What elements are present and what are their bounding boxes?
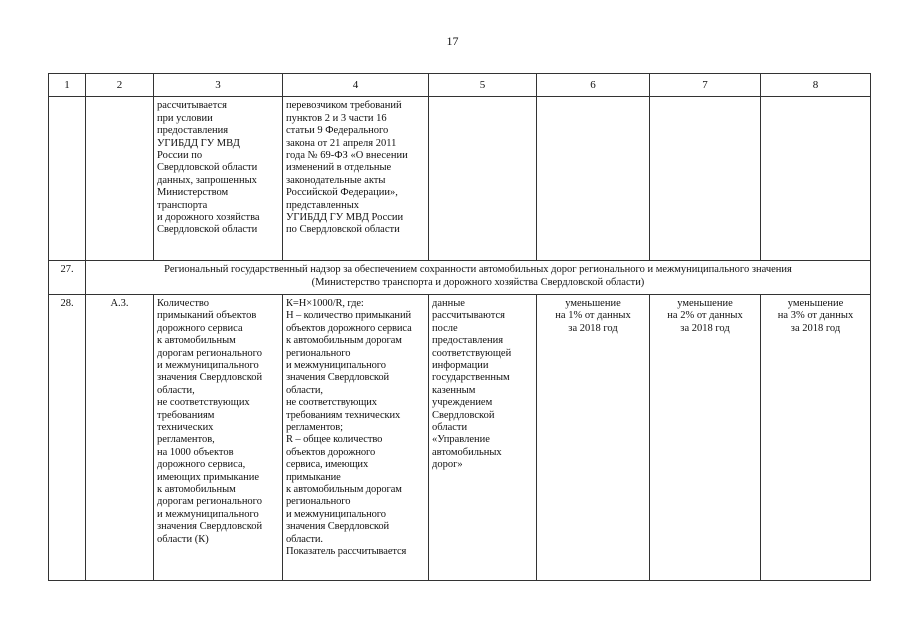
cell-text-line: примыкание — [286, 471, 341, 483]
cell-text-line: не соответствующих — [286, 397, 377, 409]
cell-text-line: требованиям технических — [286, 409, 401, 421]
cell-text-line: предоставления — [432, 335, 504, 347]
cell-text-line: УГИБДД ГУ МВД России — [286, 212, 404, 224]
cell-text-line: регламентов, — [157, 434, 215, 446]
cell-text-line: Министерством — [157, 187, 229, 199]
cell-text-line: К=Н×1000/R, где: — [286, 297, 364, 309]
cell-text-line: дорогам регионального — [157, 347, 262, 359]
cell-text-line: области — [432, 421, 468, 433]
cell-text-line: на 3% от данных — [777, 310, 854, 322]
cell-text-line: R – общее количество — [286, 434, 383, 446]
cell-text-line: и межмуниципального — [157, 359, 259, 371]
cell-text-line: значения Свердловской — [286, 521, 390, 533]
cell-text-line: по Свердловской области — [286, 224, 400, 236]
cell-text-line: регионального — [286, 347, 351, 359]
cell-text-line: России по — [157, 150, 203, 162]
cell-text-line: к автомобильным дорогам — [286, 335, 402, 347]
cell-text-line: к автомобильным дорогам — [286, 484, 402, 495]
cell-text-line: информации — [432, 359, 489, 371]
cell-text-line: технических — [157, 421, 214, 433]
cell-text-line: Н – количество примыканий — [286, 310, 411, 322]
cell-text-line: примыканий объектов — [157, 310, 257, 322]
data-source-cell — [429, 294, 537, 580]
column-header: 8 — [761, 74, 871, 97]
column-header: 1 — [49, 74, 86, 97]
cell-text-line: за 2018 год — [568, 322, 618, 334]
cell-text-line: транспорта — [157, 199, 208, 211]
cell-text-line: закона от 21 апреля 2011 — [286, 137, 397, 149]
cell-text-line: данные — [432, 297, 465, 309]
cell-text-line: казенным — [432, 384, 476, 396]
cell-text-line: представленных — [286, 199, 360, 211]
cell-text-line: при условии — [157, 112, 213, 124]
cell-text-line: и межмуниципального — [157, 508, 259, 520]
cell-text-line: и межмуниципального — [286, 359, 386, 371]
cell-text-line: области, — [157, 384, 195, 396]
page-number: 17 — [446, 34, 459, 48]
cell-text-line: Свердловской — [432, 409, 495, 421]
empty-cell — [650, 97, 761, 261]
column-header: 5 — [429, 74, 537, 97]
target-value-cell — [537, 294, 650, 580]
section-row — [49, 261, 871, 295]
empty-cell — [537, 97, 650, 261]
cell-text-line: уменьшение — [677, 297, 733, 309]
cell-text-line: данных, запрошенных — [157, 174, 257, 186]
cell-text-line: на 1000 объектов — [157, 446, 234, 458]
cell-text-line: Свердловской области — [157, 162, 258, 174]
cell-text-line: учреждением — [432, 397, 493, 409]
cell-text-line: регламентов; — [286, 421, 343, 433]
indicator-row — [49, 294, 871, 580]
data-source-cell — [283, 97, 429, 261]
cell-text-line: объектов дорожного — [286, 446, 376, 458]
cell-text-line: уменьшение — [787, 297, 844, 309]
cell-text-line: к автомобильным — [157, 484, 236, 495]
indicator-name-cell — [154, 294, 283, 580]
column-number-row — [49, 74, 871, 97]
column-header: 3 — [154, 74, 283, 97]
section-title — [86, 261, 871, 295]
cell-text-line: имеющих примыкание — [157, 471, 260, 483]
indicator-code: А.3. — [86, 294, 154, 580]
cell-text-line: не соответствующих — [157, 397, 250, 409]
indicator-table — [48, 73, 871, 581]
cell-text-line: статьи 9 Федерального — [286, 125, 389, 137]
cell-text-line: значения Свердловской — [286, 372, 390, 384]
cell-text-line: регионального — [286, 496, 351, 508]
cell-text-line: пунктов 2 и 3 части 16 — [286, 112, 387, 124]
cell-text-line: изменений в отдельные — [286, 162, 392, 174]
cell-text-line: сервиса, имеющих — [286, 459, 369, 471]
cell-text-line: после — [432, 322, 458, 334]
cell-text-line: «Управление — [432, 434, 490, 446]
cell-text-line: предоставления — [157, 125, 229, 137]
calculation-condition-cell — [154, 97, 283, 261]
cell-text-line: за 2018 год — [790, 322, 841, 334]
cell-text-line: соответствующей — [432, 347, 512, 359]
cell-text-line: Показатель рассчитывается — [286, 546, 407, 558]
cell-text-line: области, — [286, 384, 323, 396]
cell-text-line: рассчитывается — [157, 100, 227, 112]
empty-cell — [86, 97, 154, 261]
cell-text-line: дорожного сервиса — [157, 322, 243, 334]
cell-text-line: области. — [286, 533, 323, 545]
target-value-cell — [650, 294, 761, 580]
target-value-cell — [761, 294, 871, 580]
section-subtitle-line: (Министерство транспорта и дорожного хозяйства Свердловской области) — [311, 276, 645, 288]
cell-text-line: Свердловской области — [157, 224, 258, 236]
column-header: 4 — [283, 74, 429, 97]
cell-text-line: и межмуниципального — [286, 508, 386, 520]
cell-text-line: рассчитываются — [432, 310, 505, 322]
section-title-line: Региональный государственный надзор за обеспечением сохранности автомобильных дорог регионального и межмуниципального значения — [164, 264, 792, 276]
empty-cell — [429, 97, 537, 261]
cell-text-line: уменьшение — [565, 297, 621, 309]
column-header: 6 — [537, 74, 650, 97]
row-number: 28. — [49, 294, 86, 580]
row-number: 27. — [49, 261, 86, 295]
cell-text-line: дорожного сервиса, — [157, 459, 246, 471]
empty-cell — [49, 97, 86, 261]
cell-text-line: значения Свердловской — [157, 372, 263, 384]
cell-text-line: за 2018 год — [680, 322, 730, 334]
cell-text-line: государственным — [432, 372, 510, 384]
cell-text-line: области (К) — [157, 533, 209, 545]
cell-text-line: и дорожного хозяйства — [157, 212, 260, 224]
cell-text-line: Количество — [157, 297, 210, 309]
cell-text-line: дорогам регионального — [157, 496, 262, 508]
continuation-row — [49, 97, 871, 261]
cell-text-line: перевозчиком требований — [286, 100, 402, 112]
cell-text-line: на 2% от данных — [667, 310, 743, 322]
formula-cell — [283, 294, 429, 580]
cell-text-line: дорог» — [432, 459, 463, 471]
cell-text-line: законодательные акты — [286, 174, 386, 186]
cell-text-line: значения Свердловской — [157, 521, 263, 533]
cell-text-line: объектов дорожного сервиса — [286, 322, 412, 334]
empty-cell — [761, 97, 871, 261]
cell-text-line: УГИБДД ГУ МВД — [157, 137, 240, 149]
cell-text-line: к автомобильным — [157, 335, 236, 347]
cell-text-line: автомобильных — [432, 446, 502, 458]
cell-text-line: требованиям — [157, 409, 215, 421]
column-header: 2 — [86, 74, 154, 97]
column-header: 7 — [650, 74, 761, 97]
cell-text-line: Российской Федерации», — [286, 187, 398, 199]
cell-text-line: на 1% от данных — [555, 310, 631, 322]
cell-text-line: года № 69-ФЗ «О внесении — [286, 150, 408, 162]
